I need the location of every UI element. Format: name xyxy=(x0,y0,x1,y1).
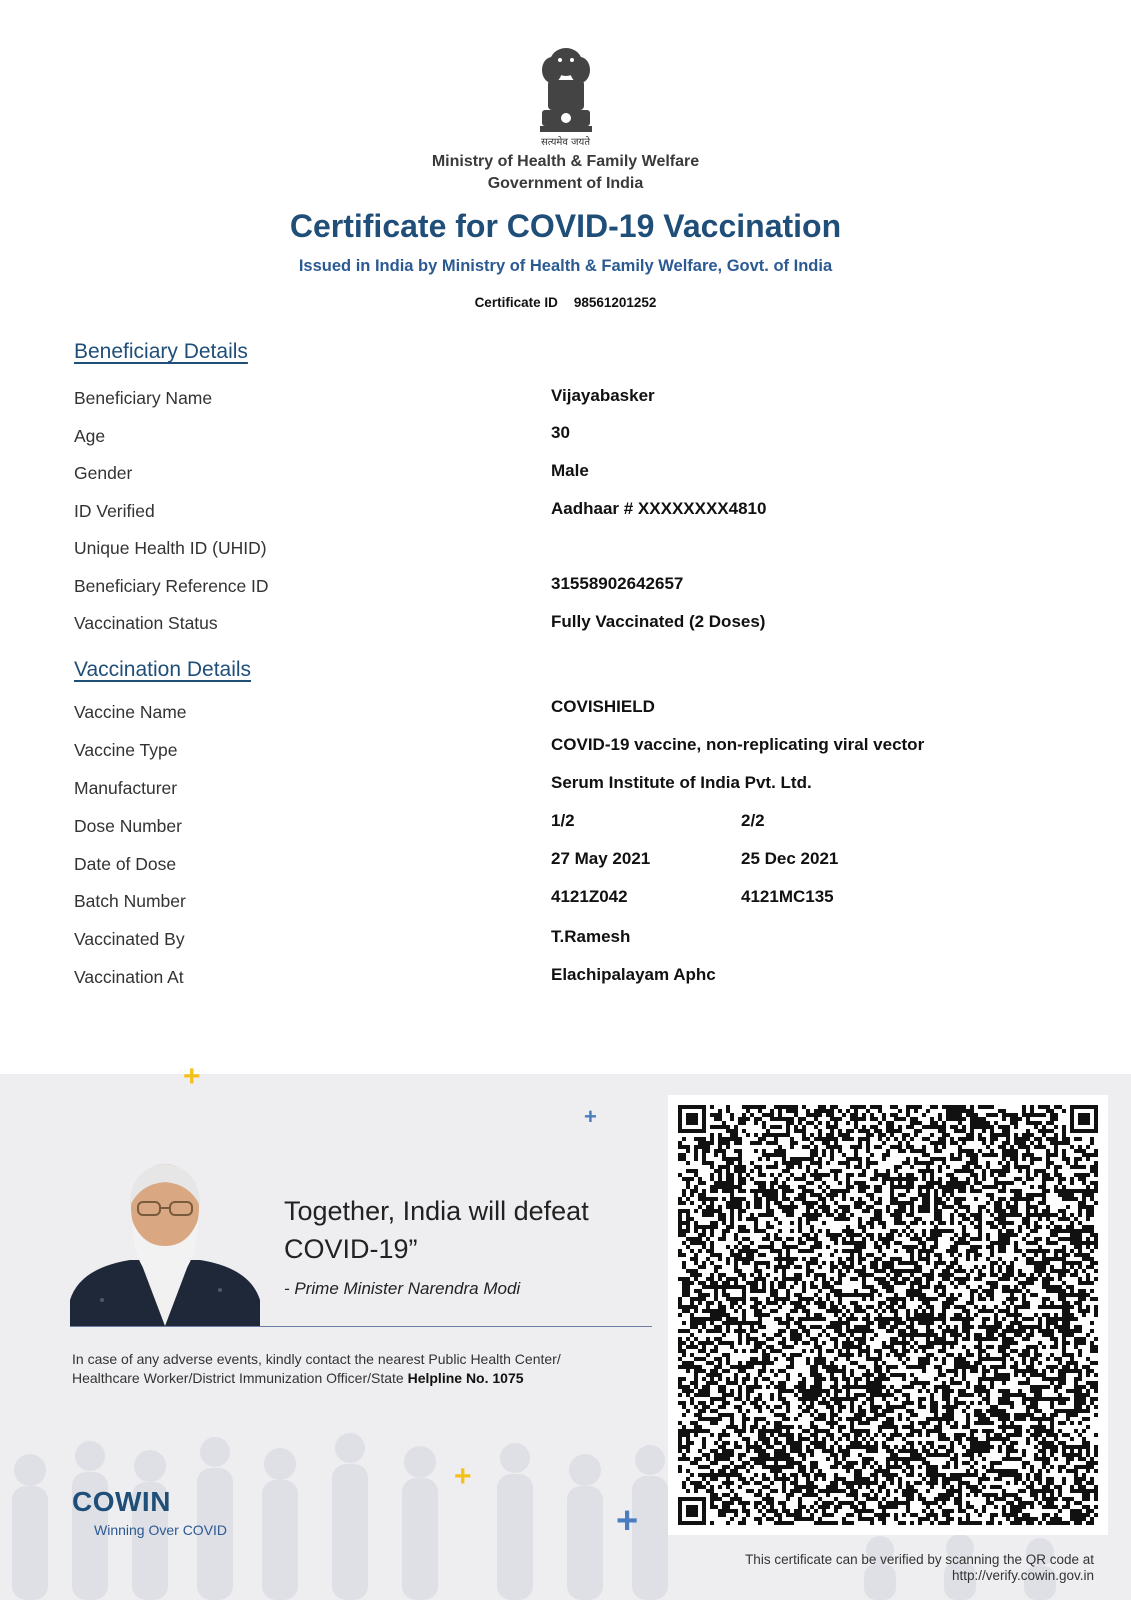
plus-decoration-icon: + xyxy=(454,1460,472,1493)
certificate-id-value: 98561201252 xyxy=(573,295,657,310)
gender-value: Male xyxy=(551,461,589,480)
plus-decoration-icon: + xyxy=(616,1500,639,1542)
beneficiary-name-label: Beneficiary Name xyxy=(74,388,213,408)
age-value: 30 xyxy=(551,423,570,442)
beneficiary-heading: Beneficiary Details xyxy=(74,340,248,363)
vaccinated-by-value: T.Ramesh xyxy=(551,927,631,946)
prime-minister-portrait xyxy=(70,1150,260,1326)
emblem-motto: सत्यमेव जयते xyxy=(540,137,591,148)
vaccination-at-value: Elachipalayam Aphc xyxy=(551,965,716,984)
date-of-dose-label: Date of Dose xyxy=(74,854,177,874)
batch-number-value: 4121Z042 xyxy=(551,887,628,906)
helpline-number: Helpline No. 1075 xyxy=(407,1370,524,1386)
adverse-line-2-text: Healthcare Worker/District Immunization Officer/State xyxy=(72,1370,408,1386)
qr-code-panel[interactable] xyxy=(668,1095,1108,1535)
reference-id-label: Beneficiary Reference ID xyxy=(74,576,269,596)
quote-line-2: COVID-19” xyxy=(284,1234,418,1264)
vaccine-name-value: COVISHIELD xyxy=(551,697,655,716)
qr-note-line-1: This certificate can be verified by scanning the QR code at xyxy=(745,1552,1094,1567)
reference-id-value: 31558902642657 xyxy=(551,574,684,593)
batch-number-label: Batch Number xyxy=(74,891,186,911)
plus-decoration-icon: + xyxy=(584,1104,597,1129)
ministry-name: Ministry of Health & Family Welfare xyxy=(431,153,700,170)
manufacturer-label: Manufacturer xyxy=(74,778,178,798)
vaccinated-by-label: Vaccinated By xyxy=(74,929,185,949)
qr-code-icon[interactable] xyxy=(678,1105,1098,1525)
id-verified-label: ID Verified xyxy=(74,501,155,521)
cowin-logo-icon: COWIN xyxy=(72,1486,171,1517)
id-verified-value: Aadhaar # XXXXXXXX4810 xyxy=(551,499,767,518)
age-label: Age xyxy=(74,426,106,446)
page-subtitle: Issued in India by Ministry of Health & Family Welfare, Govt. of India xyxy=(298,257,833,275)
vaccination-status-value: Fully Vaccinated (2 Doses) xyxy=(551,612,766,631)
gender-label: Gender xyxy=(74,463,133,483)
vaccination-heading: Vaccination Details xyxy=(74,658,252,681)
quote-line-1: Together, India will defeat xyxy=(284,1196,589,1226)
adverse-line-1: In case of any adverse events, kindly contact the nearest Public Health Center/ xyxy=(72,1351,561,1367)
government-name: Government of India xyxy=(487,175,644,192)
vaccine-name-label: Vaccine Name xyxy=(74,702,187,722)
qr-note-line-2: http://verify.cowin.gov.in xyxy=(951,1568,1094,1583)
quote-attribution: - Prime Minister Narendra Modi xyxy=(284,1279,521,1298)
quote-text xyxy=(284,1192,644,1268)
manufacturer-value: Serum Institute of India Pvt. Ltd. xyxy=(551,773,812,792)
certificate-id xyxy=(0,295,1131,310)
vaccination-at-label: Vaccination At xyxy=(74,967,184,987)
date-of-dose-value: 27 May 2021 xyxy=(551,849,651,868)
beneficiary-name-value: Vijayabasker xyxy=(551,386,655,405)
cowin-tagline: Winning Over COVID xyxy=(94,1522,228,1538)
certificate-id-label: Certificate ID xyxy=(474,295,558,310)
adverse-events-note xyxy=(72,1350,632,1388)
dose-number-value-2: 2/2 xyxy=(741,811,765,830)
batch-number-value-2: 4121MC135 xyxy=(741,887,834,906)
page-title: Certificate for COVID-19 Vaccination xyxy=(289,208,842,244)
date-of-dose-value-2: 25 Dec 2021 xyxy=(741,849,839,868)
vaccine-type-value: COVID-19 vaccine, non-replicating viral vector xyxy=(551,735,925,754)
dose-number-value: 1/2 xyxy=(551,811,575,830)
national-emblem-icon xyxy=(536,40,596,146)
uhid-label: Unique Health ID (UHID) xyxy=(74,538,267,558)
plus-decoration-icon: + xyxy=(183,1060,201,1093)
quote-divider xyxy=(70,1326,652,1327)
dose-number-label: Dose Number xyxy=(74,816,182,836)
qr-verification-note xyxy=(745,1552,1094,1584)
adverse-line-2 xyxy=(72,1369,632,1388)
vaccine-type-label: Vaccine Type xyxy=(74,740,178,760)
vaccination-status-label: Vaccination Status xyxy=(74,613,218,633)
